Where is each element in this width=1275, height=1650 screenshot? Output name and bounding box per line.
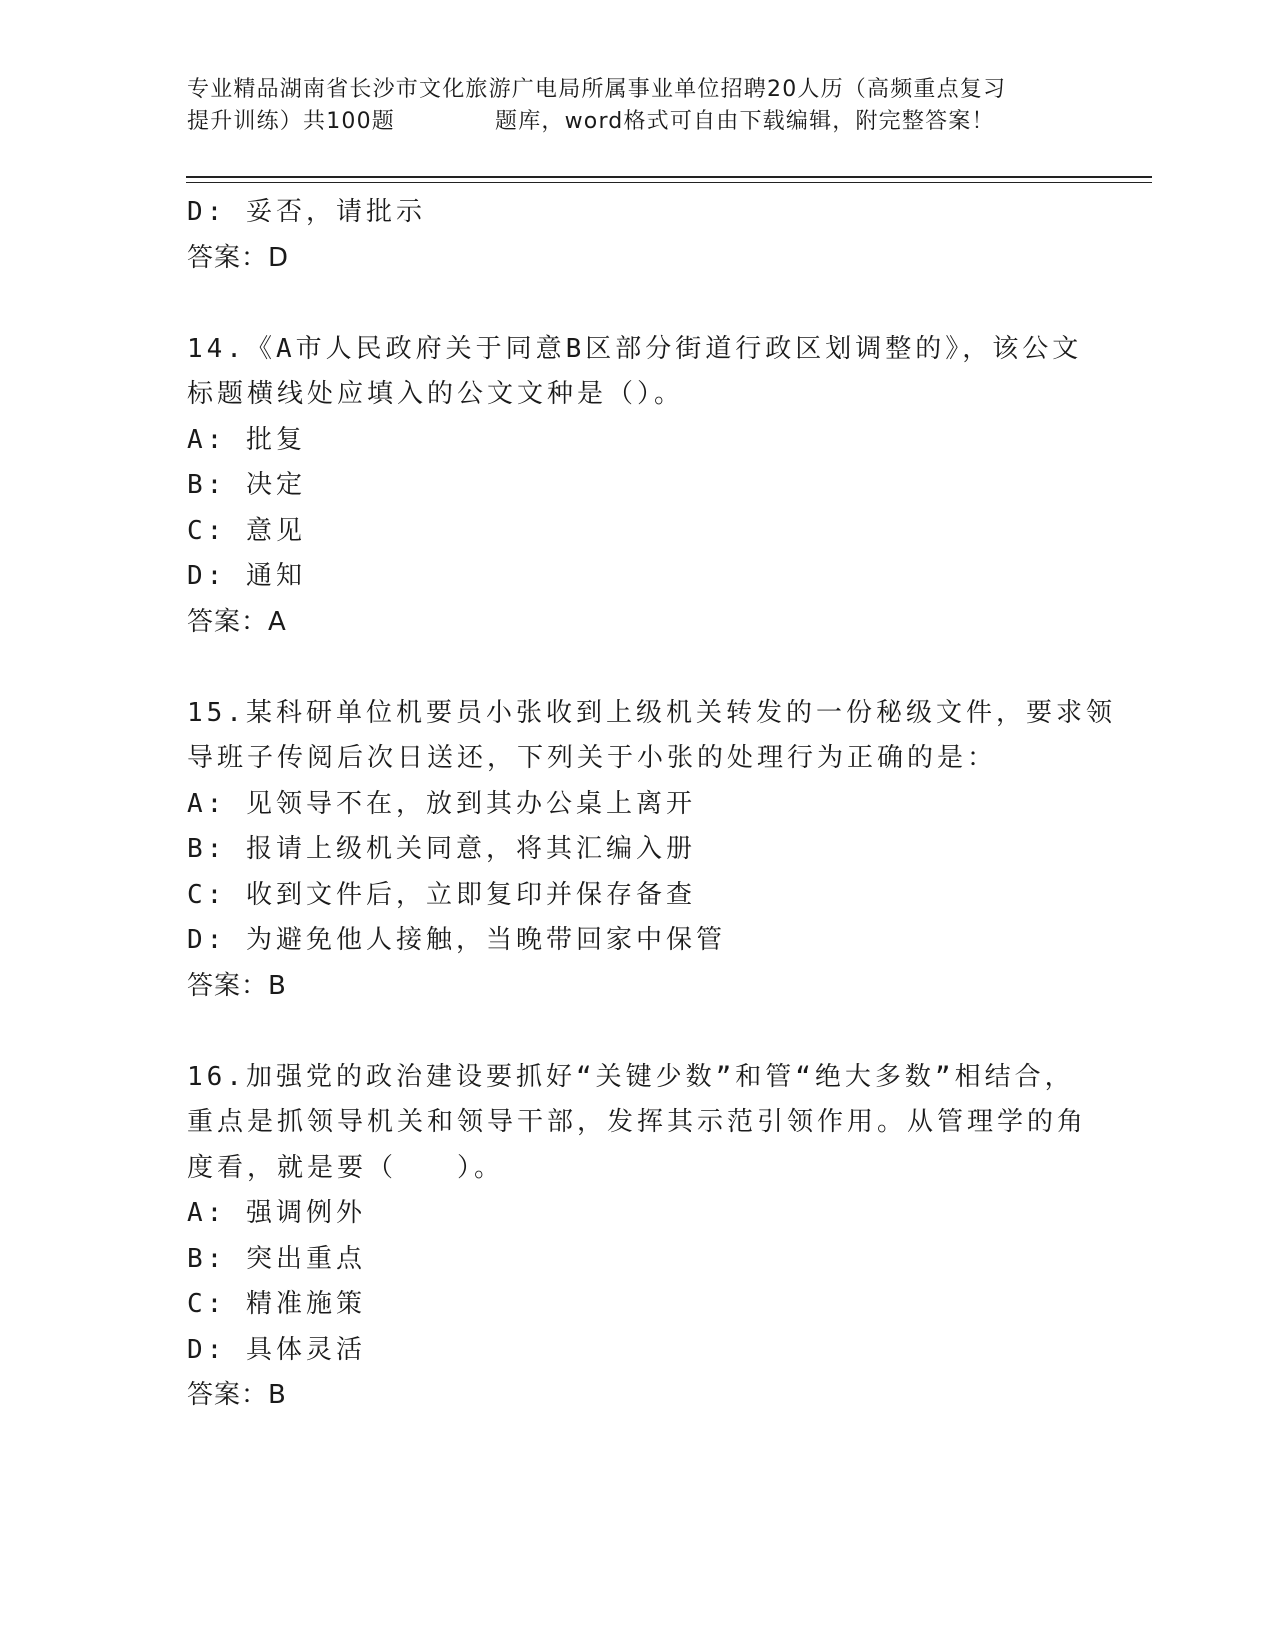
previous-question-tail: [187, 190, 1087, 281]
question-16: [187, 1055, 1087, 1419]
answer-line: 答案：B: [187, 1380, 287, 1410]
header-title-line-1: 专业精品湖南省长沙市文化旅游广电局所属事业单位招聘20人历（高频重点复习: [187, 77, 1007, 102]
question-spacer: [187, 645, 1087, 691]
question-spacer: [187, 281, 1087, 327]
header-divider-thick: [186, 176, 1152, 178]
header-title-line-2-part-1: 提升训练）共100题: [187, 109, 395, 134]
option-b: B: 报请上级机关同意，将其汇编入册: [187, 834, 696, 864]
option-a: A: 见领导不在，放到其办公桌上离开: [187, 788, 696, 819]
option-b: B: 决定: [187, 470, 306, 500]
answer-line: 答案：D: [187, 242, 290, 273]
option-a: A: 强调例外: [187, 1198, 366, 1228]
option-b: B: 突出重点: [187, 1243, 366, 1274]
header-divider-thin: [186, 182, 1152, 183]
question-spacer: [187, 1009, 1087, 1055]
option-d: D: 具体灵活: [187, 1334, 366, 1365]
option-c: C: 意见: [187, 515, 306, 546]
page-header: [187, 74, 1087, 138]
option-d: D: 妥否，请批示: [187, 197, 426, 227]
option-c: C: 精准施策: [187, 1289, 366, 1319]
option-d: D: 为避免他人接触，当晚带回家中保管: [187, 925, 726, 955]
header-title-line-2-part-2: 题库，word格式可自由下载编辑，附完整答案！: [495, 109, 995, 134]
question-stem-line: 导班子传阅后次日送还，下列关于小张的处理行为正确的是：: [187, 743, 998, 773]
option-d: D: 通知: [187, 561, 306, 591]
answer-line: 答案：A: [187, 606, 287, 637]
question-stem-line: 15.某科研单位机要员小张收到上级机关转发的一份秘级文件，要求领: [187, 697, 1116, 728]
question-stem-line: 重点是抓领导机关和领导干部，发挥其示范引领作用。从管理学的角: [187, 1107, 1088, 1137]
question-stem-line: 标题横线处应填入的公文文种是（）。: [187, 379, 685, 409]
option-c: C: 收到文件后，立即复印并保存备查: [187, 879, 696, 910]
question-stem-line: 16.加强党的政治建设要抓好“关键少数”和管“绝大多数”相结合，: [187, 1061, 1075, 1092]
question-content: [187, 190, 1116, 1419]
answer-line: 答案：B: [187, 970, 287, 1001]
question-14: [187, 327, 1087, 646]
option-a: A: 批复: [187, 424, 306, 455]
question-15: [187, 691, 1116, 1010]
question-stem-line: 14.《A市人民政府关于同意B区部分街道行政区划调整的》，该公文: [187, 333, 1083, 364]
question-stem-line: 度看，就是要（ ）。: [187, 1152, 505, 1183]
header-title-line-2: [187, 106, 1087, 138]
